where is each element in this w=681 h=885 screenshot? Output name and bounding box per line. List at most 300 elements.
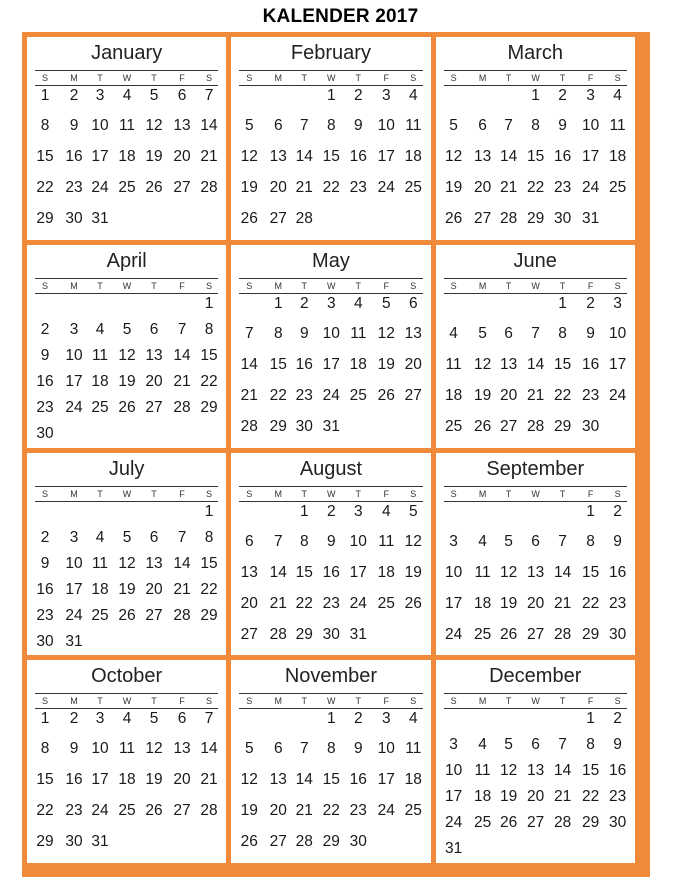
day-cell: 28: [526, 417, 545, 435]
day-cell: 8: [273, 324, 283, 342]
day-cell: 8: [40, 117, 50, 134]
day-cell: 27: [526, 814, 545, 832]
weekday-label: F: [587, 488, 594, 499]
day-cell: 5: [244, 740, 254, 758]
day-cell: 20: [173, 148, 191, 165]
day-cell: 16: [65, 771, 83, 789]
day-cell: 1: [299, 502, 309, 520]
weekday-label: T: [559, 696, 566, 707]
month-name: July: [108, 457, 145, 480]
day-cell: 13: [526, 563, 545, 581]
day-cell: 26: [240, 833, 258, 851]
day-cell: 11: [474, 762, 491, 780]
month-august: [231, 453, 430, 656]
day-cell: 24: [581, 179, 600, 196]
day-cell: 30: [295, 417, 313, 435]
weekday-label: T: [505, 488, 512, 499]
day-cell: 11: [378, 532, 395, 550]
weekday-label: S: [450, 280, 457, 291]
day-cell: 13: [269, 148, 287, 165]
day-cell: 19: [473, 386, 492, 404]
day-cell: 6: [149, 528, 159, 546]
weekday-label: M: [478, 696, 487, 707]
day-cell: 11: [405, 117, 422, 134]
weekday-label: T: [97, 73, 103, 83]
day-cell: 5: [381, 294, 391, 312]
day-cell: 25: [404, 179, 422, 196]
day-cell: 14: [173, 554, 191, 572]
day-cell: 2: [69, 710, 79, 728]
weekday-header: [35, 486, 218, 502]
day-cell: 19: [240, 802, 258, 820]
weekday-label: M: [274, 696, 283, 707]
day-cell: 2: [586, 294, 595, 312]
day-cell: 5: [244, 117, 254, 134]
day-cell: 27: [526, 625, 545, 643]
day-cell: 7: [299, 740, 309, 758]
day-cell: 10: [444, 762, 463, 780]
day-cell: 5: [149, 710, 159, 728]
day-cell: 12: [118, 554, 136, 572]
day-cell: 7: [558, 736, 567, 754]
day-cell: 27: [145, 606, 163, 624]
day-cell: 11: [118, 117, 136, 134]
weekday-label: F: [383, 73, 390, 83]
weekday-label: T: [505, 73, 512, 83]
weekday-label: T: [355, 280, 362, 291]
weekday-header: [239, 693, 422, 709]
day-cell: 29: [581, 625, 600, 643]
day-cell: 30: [65, 210, 83, 227]
day-cell: 21: [295, 179, 313, 196]
weekday-label: F: [587, 280, 594, 291]
day-cell: 19: [444, 179, 463, 196]
day-cell: 11: [405, 740, 422, 758]
day-cell: 23: [295, 386, 313, 404]
weekday-label: S: [410, 280, 417, 291]
day-cell: 28: [173, 606, 191, 624]
day-cell: 30: [65, 833, 83, 851]
day-cell: 4: [95, 320, 105, 338]
day-cell: 1: [40, 87, 50, 104]
day-cell: 3: [381, 710, 391, 728]
day-cell: 8: [204, 320, 214, 338]
weekday-label: T: [301, 696, 308, 707]
day-cell: 30: [36, 424, 54, 442]
weekday-label: W: [327, 696, 336, 707]
day-cell: 17: [91, 148, 109, 165]
day-cell: 12: [377, 324, 395, 342]
day-cell: 13: [173, 117, 191, 134]
month-name: November: [284, 665, 378, 688]
day-cell: 2: [40, 528, 50, 546]
day-cell: 6: [273, 740, 283, 758]
month-name: May: [312, 249, 350, 272]
day-cell: 18: [444, 386, 463, 404]
weekday-label: M: [478, 488, 487, 499]
day-cell: 30: [349, 833, 367, 851]
day-cell: 12: [145, 117, 163, 134]
day-cell: 25: [608, 179, 627, 196]
day-cell: 9: [40, 346, 50, 364]
month-name: June: [513, 249, 557, 272]
day-cell: 3: [381, 87, 391, 104]
weekday-header: [444, 278, 627, 294]
weekday-header: [444, 70, 627, 86]
day-cell: 26: [118, 606, 136, 624]
day-cell: 10: [65, 346, 83, 364]
weekday-label: S: [205, 280, 212, 291]
month-name: August: [299, 457, 363, 480]
day-cell: 23: [608, 594, 627, 612]
day-cell: 8: [586, 736, 595, 754]
day-cell: 26: [444, 210, 463, 227]
day-cell: 25: [349, 386, 367, 404]
day-cell: 1: [586, 502, 595, 520]
day-cell: 11: [609, 117, 626, 134]
day-cell: 23: [322, 594, 340, 612]
day-cell: 29: [526, 210, 545, 227]
day-cell: 14: [526, 355, 545, 373]
day-cell: 9: [69, 740, 79, 758]
day-cell: 17: [65, 372, 83, 390]
weekday-label: S: [246, 488, 253, 499]
day-cell: 28: [553, 814, 572, 832]
day-cell: 6: [531, 736, 540, 754]
day-cell: 12: [118, 346, 136, 364]
day-cell: 4: [478, 736, 487, 754]
day-cell: 9: [558, 117, 567, 134]
weekday-label: T: [301, 73, 308, 83]
day-cell: 27: [240, 625, 258, 643]
day-cell: 30: [608, 625, 627, 643]
day-cell: 9: [69, 117, 79, 134]
day-cell: 7: [299, 117, 309, 134]
day-cell: 22: [200, 372, 218, 390]
day-cell: 15: [526, 148, 545, 165]
day-cell: 12: [473, 355, 492, 373]
day-cell: 22: [322, 179, 340, 196]
day-cell: 6: [177, 87, 187, 104]
weekday-label: F: [179, 280, 185, 291]
weekday-label: M: [478, 73, 487, 83]
day-cell: 31: [349, 625, 367, 643]
day-cell: 5: [149, 87, 159, 104]
month-july: [27, 453, 226, 656]
day-cell: 21: [269, 594, 287, 612]
day-cell: 28: [240, 417, 258, 435]
day-cell: 5: [478, 324, 487, 342]
day-cell: 6: [531, 532, 540, 550]
weekday-label: T: [97, 696, 103, 707]
weekday-label: W: [531, 280, 540, 291]
day-cell: 13: [499, 355, 518, 373]
day-cell: 18: [118, 771, 136, 789]
day-cell: 12: [444, 148, 463, 165]
day-cell: 26: [240, 210, 258, 227]
day-cell: 20: [269, 179, 287, 196]
day-cell: 21: [499, 179, 518, 196]
day-cell: 14: [295, 771, 313, 789]
weekday-label: M: [478, 280, 487, 291]
day-cell: 23: [581, 386, 600, 404]
day-cell: 29: [200, 606, 218, 624]
day-cell: 5: [504, 532, 513, 550]
day-cell: 21: [173, 372, 191, 390]
day-cell: 9: [353, 117, 363, 134]
day-cell: 25: [91, 606, 109, 624]
day-cell: 8: [299, 532, 309, 550]
day-cell: 4: [353, 294, 363, 312]
month-april: [27, 245, 226, 448]
day-cell: 14: [240, 355, 258, 373]
day-cell: 18: [349, 355, 367, 373]
day-cell: 16: [65, 148, 83, 165]
day-cell: 7: [177, 528, 187, 546]
day-cell: 30: [322, 625, 340, 643]
day-cell: 16: [608, 563, 627, 581]
day-cell: 28: [269, 625, 287, 643]
weekday-header: [35, 70, 218, 86]
day-cell: 9: [326, 532, 336, 550]
day-cell: 6: [273, 117, 283, 134]
day-cell: 23: [65, 179, 83, 196]
day-cell: 24: [349, 594, 367, 612]
weekday-label: F: [179, 73, 185, 83]
day-cell: 23: [36, 606, 54, 624]
weekday-label: M: [70, 280, 78, 291]
day-cell: 18: [404, 148, 422, 165]
day-cell: 7: [504, 117, 513, 134]
calendar-title: KALENDER 2017: [262, 6, 419, 27]
day-cell: 2: [558, 87, 567, 104]
day-cell: 31: [91, 210, 109, 227]
month-september: [436, 453, 635, 656]
day-cell: 1: [326, 710, 336, 728]
month-may: [231, 245, 430, 448]
weekday-label: F: [587, 696, 594, 707]
day-cell: 31: [444, 840, 463, 858]
day-cell: 24: [65, 398, 83, 416]
weekday-label: M: [70, 488, 78, 499]
day-cell: 3: [449, 736, 458, 754]
day-cell: 17: [349, 563, 367, 581]
day-cell: 27: [404, 386, 422, 404]
day-cell: 30: [553, 210, 572, 227]
weekday-label: T: [559, 73, 566, 83]
day-cell: 16: [349, 148, 367, 165]
day-cell: 6: [408, 294, 418, 312]
day-cell: 9: [586, 324, 595, 342]
day-cell: 13: [240, 563, 258, 581]
month-october: [27, 660, 226, 863]
weekday-label: T: [151, 280, 157, 291]
day-cell: 20: [269, 802, 287, 820]
day-cell: 16: [553, 148, 572, 165]
day-cell: 1: [204, 502, 214, 520]
day-cell: 28: [200, 179, 218, 196]
weekday-label: S: [450, 73, 457, 83]
day-cell: 16: [36, 372, 54, 390]
day-cell: 14: [295, 148, 313, 165]
day-cell: 18: [377, 563, 395, 581]
day-cell: 29: [200, 398, 218, 416]
weekday-label: W: [327, 488, 336, 499]
day-cell: 9: [613, 736, 622, 754]
weekday-label: S: [614, 696, 621, 707]
day-cell: 1: [531, 87, 540, 104]
day-cell: 11: [118, 740, 136, 758]
day-cell: 25: [118, 179, 136, 196]
day-cell: 10: [65, 554, 83, 572]
day-cell: 23: [36, 398, 54, 416]
weekday-label: T: [559, 488, 566, 499]
day-cell: 16: [36, 580, 54, 598]
month-november: [231, 660, 430, 863]
day-cell: 7: [273, 532, 283, 550]
day-cell: 27: [145, 398, 163, 416]
day-cell: 25: [118, 802, 136, 820]
day-cell: 26: [118, 398, 136, 416]
day-cell: 15: [269, 355, 287, 373]
day-cell: 8: [326, 117, 336, 134]
day-cell: 2: [40, 320, 50, 338]
day-cell: 26: [404, 594, 422, 612]
day-cell: 14: [200, 117, 218, 134]
day-cell: 10: [581, 117, 600, 134]
month-name: December: [489, 665, 582, 688]
day-cell: 29: [269, 417, 287, 435]
day-cell: 12: [499, 563, 518, 581]
day-cell: 22: [581, 594, 600, 612]
day-cell: 16: [581, 355, 600, 373]
day-cell: 19: [499, 788, 518, 806]
day-cell: 27: [269, 833, 287, 851]
day-cell: 9: [299, 324, 309, 342]
day-cell: 28: [295, 833, 313, 851]
day-cell: 8: [558, 324, 567, 342]
weekday-label: M: [274, 73, 283, 83]
day-cell: 4: [449, 324, 458, 342]
month-january: [27, 37, 226, 240]
day-cell: 8: [531, 117, 540, 134]
day-cell: 3: [95, 710, 105, 728]
day-cell: 28: [295, 210, 313, 227]
day-cell: 3: [586, 87, 595, 104]
day-cell: 1: [586, 710, 595, 728]
weekday-label: T: [97, 488, 103, 499]
day-cell: 21: [553, 788, 572, 806]
weekday-label: W: [122, 488, 132, 499]
weekday-label: T: [355, 488, 362, 499]
weekday-label: T: [97, 280, 103, 291]
day-cell: 15: [200, 346, 218, 364]
day-cell: 15: [295, 563, 313, 581]
day-cell: 3: [69, 320, 79, 338]
weekday-label: T: [355, 696, 362, 707]
day-cell: 21: [295, 802, 313, 820]
day-cell: 3: [449, 532, 458, 550]
day-cell: 31: [65, 632, 83, 650]
day-cell: 24: [377, 179, 395, 196]
month-march: [436, 37, 635, 240]
weekday-label: S: [614, 73, 621, 83]
day-cell: 4: [408, 710, 418, 728]
day-cell: 6: [149, 320, 159, 338]
day-cell: 15: [36, 148, 54, 165]
day-cell: 17: [322, 355, 340, 373]
weekday-label: T: [151, 488, 157, 499]
day-cell: 23: [553, 179, 572, 196]
day-cell: 2: [326, 502, 336, 520]
weekday-label: S: [205, 488, 212, 499]
weekday-label: S: [410, 73, 417, 83]
day-cell: 20: [473, 179, 492, 196]
day-cell: 20: [499, 386, 518, 404]
day-cell: 9: [40, 554, 50, 572]
day-cell: 10: [377, 740, 395, 758]
day-cell: 13: [526, 762, 545, 780]
weekday-header: [444, 693, 627, 709]
day-cell: 26: [499, 814, 518, 832]
weekday-label: S: [246, 280, 253, 291]
weekday-label: S: [614, 280, 621, 291]
day-cell: 14: [200, 740, 218, 758]
day-cell: 11: [91, 346, 109, 364]
day-cell: 17: [91, 771, 109, 789]
day-cell: 25: [404, 802, 422, 820]
day-cell: 1: [326, 87, 336, 104]
day-cell: 20: [240, 594, 258, 612]
day-cell: 29: [581, 814, 600, 832]
day-cell: 7: [558, 532, 567, 550]
day-cell: 13: [145, 554, 163, 572]
day-cell: 27: [173, 802, 191, 820]
day-cell: 24: [91, 179, 109, 196]
day-cell: 3: [95, 87, 105, 104]
weekday-label: S: [410, 696, 417, 707]
day-cell: 17: [444, 788, 463, 806]
day-cell: 24: [608, 386, 627, 404]
day-cell: 28: [553, 625, 572, 643]
day-cell: 17: [377, 771, 395, 789]
day-cell: 24: [65, 606, 83, 624]
day-cell: 22: [269, 386, 287, 404]
day-cell: 14: [173, 346, 191, 364]
day-cell: 21: [173, 580, 191, 598]
weekday-label: W: [531, 488, 540, 499]
month-february: [231, 37, 430, 240]
day-cell: 20: [526, 594, 545, 612]
weekday-label: S: [205, 696, 212, 707]
day-cell: 22: [526, 179, 545, 196]
day-cell: 27: [473, 210, 492, 227]
day-cell: 7: [531, 324, 540, 342]
weekday-label: S: [614, 488, 621, 499]
day-cell: 26: [377, 386, 395, 404]
day-cell: 19: [145, 771, 163, 789]
weekday-label: M: [274, 488, 283, 499]
day-cell: 11: [350, 324, 367, 342]
day-cell: 10: [91, 117, 109, 134]
day-cell: 12: [240, 771, 258, 789]
day-cell: 13: [269, 771, 287, 789]
day-cell: 4: [613, 87, 622, 104]
day-cell: 10: [377, 117, 395, 134]
day-cell: 26: [473, 417, 492, 435]
day-cell: 13: [145, 346, 163, 364]
day-cell: 10: [91, 740, 109, 758]
